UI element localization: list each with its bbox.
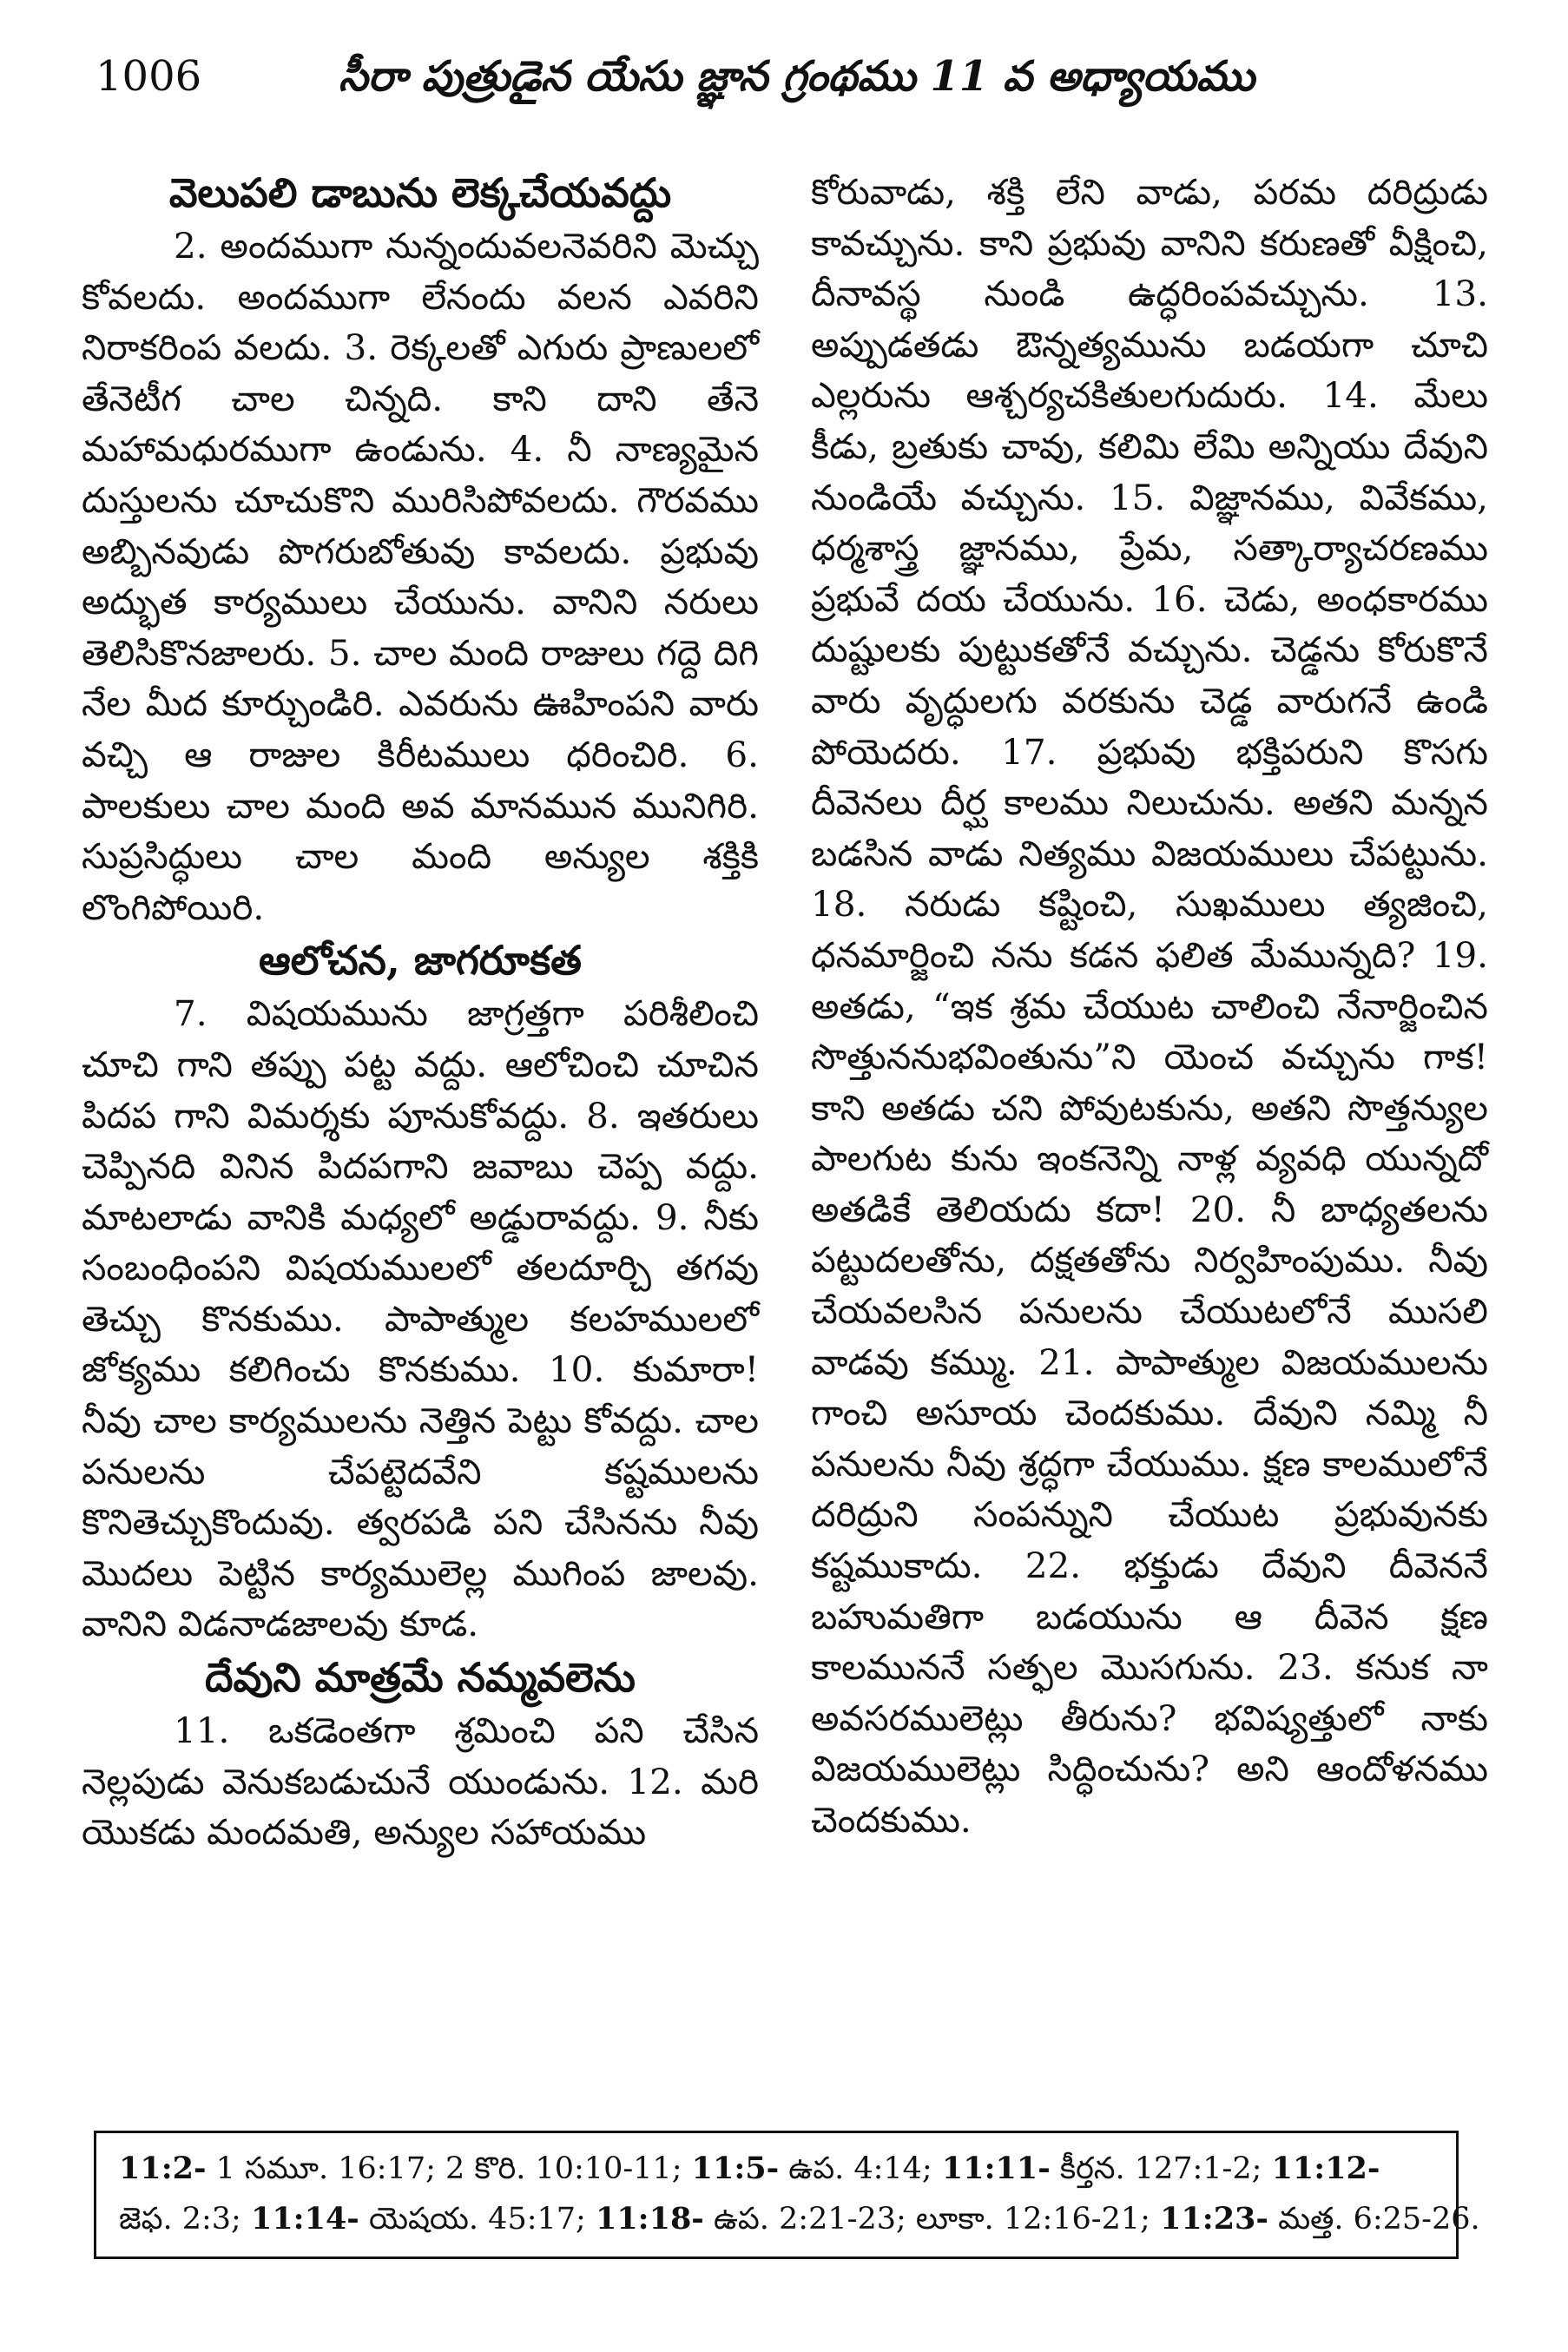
paragraph-verses-7-10: 7. విషయమును జాగ్రత్తగా పరిశీలించి చూచి గాని తప్పు పట్ట వద్దు. ఆలోచించి చూచిన పిదప గాని విమర్శకు పూనుకోవద్దు. 8. ఇతరులు చెప్పినది వినిన పిదపగాని జవాబు చెప్ప వద్దు. మాటలాడు వానికి మధ్యలో అడ్డురావద్దు. 9. నీకు సంబంధింపని విషయములలో తలదూర్చి తగవు తెచ్చు కొనకుము. పాపాత్ముల కలహములలో జోక్యము కలిగించు కొనకుము. 10. కుమారా! నీవు చాల కార్యములను నెత్తిన పెట్టు కోవద్దు. చాల పనులను చేపట్టెదవేని కష్టములను కొనితెచ్చుకొందువు. త్వరపడి పని చేసినను నీవు మొదలు పెట్టిన కార్యములెల్ల ముగింప జాలవు. వానిని విడనాడజాలవు కూడ. [82, 992, 759, 1645]
section-heading-trust-god: దేవుని మాత్రమే నమ్మవలెను [205, 1654, 636, 1702]
ref-text: ఉప. 2:21-23; లూకా. 12:16-21; [703, 2202, 1161, 2237]
ref-label: 11:18- [595, 2201, 704, 2237]
ref-text: ఉప. 4:14; [779, 2151, 942, 2186]
ref-label: 11:11- [941, 2151, 1051, 2186]
ref-label: 11:2- [119, 2151, 207, 2186]
running-title: సీరా పుత్రుడైన యేసు జ్ఞాన గ్రంథము 11 వ అధ్యాయము [339, 52, 1255, 101]
ref-label: 11:5- [691, 2151, 780, 2186]
ref-text: యెషయ. 45:17; [359, 2202, 596, 2237]
ref-label: 11:12- [1271, 2151, 1380, 2186]
right-column [811, 167, 1488, 1846]
ref-label: 11:23- [1160, 2201, 1268, 2237]
section-heading-counsel: ఆలోచన, జాగరూకత [259, 937, 582, 985]
ref-text: కీర్తన. 127:1-2; [1050, 2151, 1272, 2186]
references-line-2 [119, 2194, 1480, 2244]
references-line-1 [119, 2144, 1433, 2194]
page-header [96, 42, 1502, 111]
page-number: 1006 [96, 52, 202, 101]
ref-text: మత్త. 6:25-26. [1268, 2202, 1480, 2237]
section-heading-outward-appearance: వెలుపలి డాబును లెక్కచేయవద్దు [168, 169, 672, 216]
paragraph-verses-2-6: 2. అందముగా నున్నందువలనెవరిని మెచ్చు కోవలదు. అందముగా లేనందు వలన ఎవరిని నిరాకరింప వలదు. 3. రెక్కలతో ఎగురు ప్రాణులలో తేనెటీగ చాల చిన్నది. కాని దాని తేనె మహామధురముగా ఉండును. 4. నీ నాణ్యమైన దుస్తులను చూచుకొని మురిసిపోవలదు. గౌరవము అబ్బినవుడు పొగరుబోతువు కావలదు. ప్రభువు అద్భుత కార్యములు చేయును. వానిని నరులు తెలిసికొనజాలరు. 5. చాల మంది రాజులు గద్దె దిగి నేల మీద కూర్చుండిరి. ఎవరును ఊహింపని వారు వచ్చి ఆ రాజుల కిరీటములు ధరించిరి. 6. పాలకులు చాల మంది అవ మానమున మునిగిరి. సుప్రసిద్ధులు చాల మంది అన్యుల శక్తికి లొంగిపోయిరి. [82, 225, 759, 928]
paragraph-verses-11-12: 11. ఒకడెంతగా శ్రమించి పని చేసిన నెల్లపుడు వెనుకబడుచునే యుండును. 12. మరి యొకడు మందమతి, అన్యుల సహాయము [82, 1710, 759, 1854]
paragraph-verses-12-23: కోరువాడు, శక్తి లేని వాడు, పరమ దరిద్రుడు కావచ్చును. కాని ప్రభువు వానిని కరుణతో వీక్షించి, దీనావస్థ నుండి ఉద్ధరింపవచ్చును. 13. అప్పుడతడు ఔన్నత్యమును బడయగా చూచి ఎల్లరును ఆశ్చర్యచకితులగుదురు. 14. మేలు కీడు, బ్రతుకు చావు, కలిమి లేమి అన్నియు దేవుని నుండియే వచ్చును. 15. విజ్ఞానము, వివేకము, ధర్మశాస్త్ర జ్ఞానము, ప్రేమ, సత్కార్యాచరణము ప్రభువే దయ చేయును. 16. చెడు, అంధకారము దుష్టులకు పుట్టుకతోనే వచ్చును. చెడ్డను కోరుకొనే వారు వృద్ధులగు వరకును చెడ్డ వారుగనే ఉండి పోయెదరు. 17. ప్రభువు భక్తిపరుని కొసగు దీవెనలు దీర్ఘ కాలము నిలుచును. అతని మన్నన బడసిన వాడు నిత్యము విజయములు చేపట్టును. 18. నరుడు కష్టించి, సుఖములు త్యజించి, ధనమార్జించి నను కడన ఫలిత మేమున్నది? 19. అతడు, “ఇక శ్రమ చేయుట చాలించి నేనార్జించిన సొత్తుననుభవింతును”ని యెంచ వచ్చును గాక! కాని అతడు చని పోవుటకును, అతని సొత్తన్యుల పాలగుట కును ఇంకనెన్ని నాళ్ల వ్యవధి యున్నదో అతడికే తెలియదు కదా! 20. నీ బాధ్యతలను పట్టుదలతోను, దక్షతతోను నిర్వహింపుము. నీవు చేయవలసిన పనులను చేయుటలోనే ముసలి వాడవు కమ్ము. 21. పాపాత్ముల విజయములను గాంచి అసూయ చెందకుము. దేవుని నమ్మి నీ పనులను నీవు శ్రద్ధగా చేయుము. క్షణ కాలములోనే దరిద్రుని సంపన్నుని చేయుట ప్రభువునకు కష్టముకాదు. 22. భక్తుడు దేవుని దీవెననే బహుమతిగా బడయును ఆ దీవెన క్షణ కాలముననే సత్ఫల మొసగును. 23. కనుక నా అవసరములెట్లు తీరును? భవిష్యత్తులో నాకు విజయములెట్లు సిద్ధించును? అని ఆందోళనము చెందకుము. [811, 171, 1488, 1841]
left-column [82, 165, 759, 1858]
ref-text: 1 సమూ. 16:17; 2 కొరి. 10:10-11; [206, 2151, 692, 2186]
ref-label: 11:14- [250, 2201, 359, 2237]
cross-references-box [94, 2131, 1480, 2259]
ref-text: జెఫ. 2:3; [119, 2202, 251, 2237]
